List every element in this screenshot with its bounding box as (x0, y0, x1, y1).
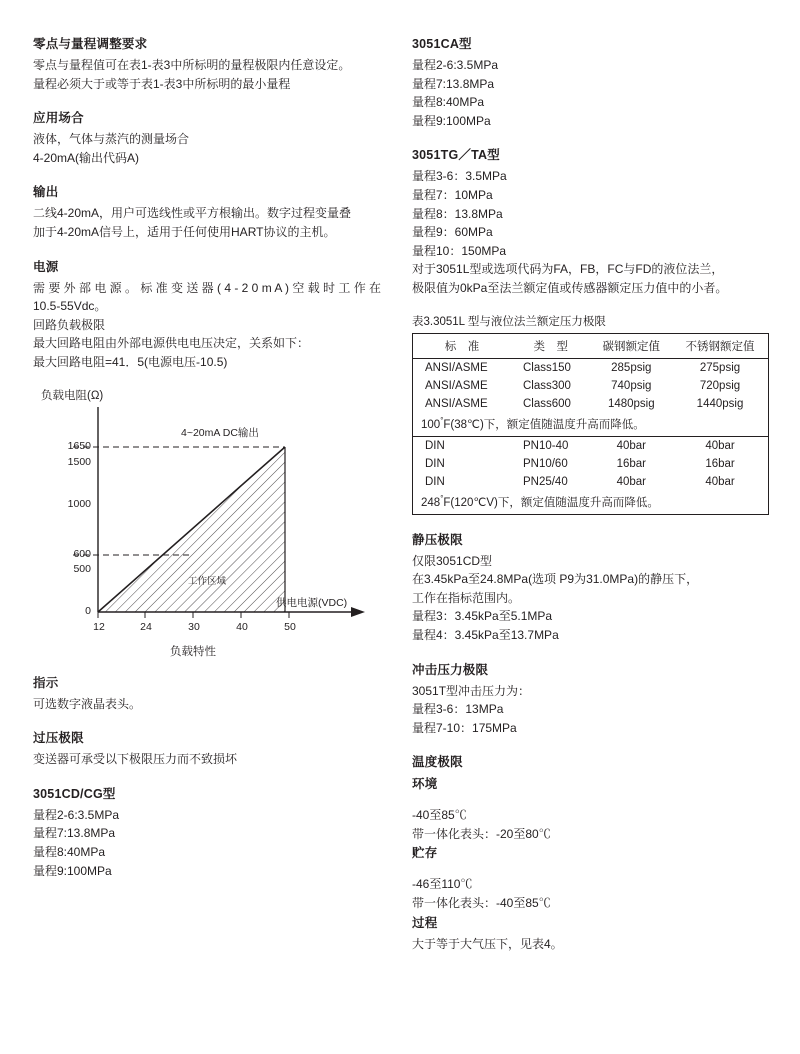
table-header-standard: 标 准 (413, 333, 511, 358)
model-tg-ta-line-3: 量程8：13.8MPa (412, 206, 503, 221)
zero-span-heading: 零点与量程调整要求 (33, 37, 148, 51)
table-note-row (413, 491, 769, 515)
burst-pressure-item-2: 量程7-10：175MPa (412, 720, 517, 735)
power-heading: 电源 (33, 259, 59, 274)
storage-heading: 贮存 (412, 846, 438, 861)
cell-carbon: 740psig (611, 379, 652, 392)
cell-stainless: 16bar (705, 457, 735, 470)
table-note-2-post: F(120℃V)下，额定值随温度升高而降低。 (443, 496, 659, 509)
cell-standard: DIN (425, 475, 445, 488)
cell-stainless: 720psig (699, 379, 741, 392)
cell-type: Class150 (522, 361, 571, 374)
table-note-1 (413, 413, 769, 437)
burst-pressure-sub: 3051T型冲击压力为： (412, 683, 531, 698)
model-cdcg-line-1: 量程2-6:3.5MPa (33, 807, 120, 822)
chart-ytick-0: 0 (85, 604, 91, 617)
process-line-1: 大于等于大气压下，见表4。 (412, 936, 563, 951)
chart-ytick-1000: 1000 (67, 497, 91, 510)
chart-ytick-1500: 1500 (67, 455, 91, 468)
cell-carbon: 16bar (616, 457, 646, 470)
chart-region-label: 工作区域 (188, 575, 227, 587)
model-ca-heading: 3051CA型 (412, 37, 472, 51)
table-header-stainless: 不锈钢额定值 (672, 333, 768, 358)
load-characteristic-chart (33, 387, 383, 667)
application-heading: 应用场合 (33, 111, 84, 126)
cell-standard: DIN (425, 457, 445, 470)
model-tg-ta-line-1: 量程3-6：3.5MPa (412, 169, 507, 184)
section-overpressure (33, 728, 383, 769)
static-pressure-item-2: 量程4：3.45kPa至13.7MPa (412, 627, 559, 642)
model-cdcg-heading: 3051CD/CG型 (33, 786, 116, 801)
table-row (413, 358, 769, 377)
model-cdcg-line-3: 量程8:40MPa (33, 844, 106, 859)
cell-type: Class300 (522, 379, 571, 392)
chart-xtick-24: 24 (140, 620, 152, 633)
table-header-type: 类 型 (511, 333, 591, 358)
chart-title: 4~20mA DC输出 (181, 426, 259, 439)
right-column (412, 34, 772, 968)
chart-xtick-40: 40 (236, 620, 248, 633)
table-note-1-sup: ° (440, 415, 444, 425)
model-ca-line-3: 量程8:40MPa (412, 95, 485, 110)
section-model-cdcg (33, 784, 383, 880)
section-flange-table (412, 313, 772, 515)
power-line-4: 最大回路电阻由外部电源供电电压决定，关系如下： (33, 336, 310, 351)
cell-standard: ANSI/ASME (425, 397, 488, 410)
burst-pressure-heading: 冲击压力极限 (412, 662, 489, 677)
chart-ylabel: 负载电阻(Ω) (41, 389, 104, 402)
burst-pressure-item-1: 量程3-6：13MPa (412, 702, 504, 717)
table-row (413, 473, 769, 491)
table-row (413, 436, 769, 455)
section-zero-span (33, 34, 383, 93)
left-column (33, 34, 383, 895)
overpressure-line-1: 变送器可承受以下极限压力而不致损坏 (33, 752, 238, 767)
model-tg-ta-note-1: 对于3051L型或选项代码为FA，FB，FC与FD的液位法兰， (412, 262, 724, 277)
table-header-carbon: 碳钢额定值 (591, 333, 673, 358)
cell-type: PN25/40 (522, 475, 568, 488)
cell-carbon: 1480psig (607, 397, 655, 410)
cell-carbon: 285psig (611, 361, 652, 374)
process-heading: 过程 (412, 915, 438, 930)
table-note-2-sup: ° (440, 493, 444, 503)
static-pressure-heading: 静压极限 (412, 532, 463, 547)
output-line-1: 二线4-20mA，用户可选线性或平方根输出。数字过程变量叠 (33, 206, 352, 221)
model-ca-line-2: 量程7:13.8MPa (412, 76, 495, 91)
cell-stainless: 1440psig (696, 397, 744, 410)
chart-ytick-1650: 1650 (67, 439, 91, 452)
static-pressure-line-1: 在3.45kPa至24.8MPa(选项 P9为31.0MPa)的静压下， (412, 572, 699, 587)
section-output (33, 182, 383, 241)
table-caption: 表3.3051L 型与液位法兰额定压力极限 (412, 315, 606, 328)
chart-xtick-30: 30 (188, 620, 200, 633)
section-model-ca (412, 34, 772, 130)
cell-type: PN10-40 (522, 439, 569, 452)
power-line-2: 10.5-55Vdc。 (33, 299, 107, 314)
storage-line-2: 带一体化表头：-40至85℃ (412, 896, 551, 911)
model-ca-line-1: 量程2-6:3.5MPa (412, 58, 499, 72)
model-cdcg-line-4: 量程9:100MPa (33, 863, 112, 878)
model-cdcg-line-2: 量程7:13.8MPa (33, 826, 116, 841)
chart-ytick-600: 600 (73, 547, 91, 560)
model-ca-line-4: 量程9:100MPa (412, 113, 491, 128)
section-static-pressure (412, 530, 772, 645)
cell-type: PN10/60 (522, 457, 568, 470)
section-indicator (33, 673, 383, 714)
chart-caption: 负载特性 (170, 645, 216, 658)
table-note-2 (413, 491, 769, 515)
zero-span-line-2: 量程必须大于或等于表1-表3中所标明的最小量程 (33, 76, 291, 91)
power-line-3: 回路负载极限 (33, 317, 106, 332)
static-pressure-line-2: 工作在指标范围内。 (412, 590, 521, 605)
indicator-line-1: 可选数字液晶表头。 (33, 696, 142, 711)
cell-carbon: 40bar (616, 475, 646, 488)
power-line-1: 需 要 外 部 电 源 。 标 准 变 送 器 ( 4 - 2 0 m A ) 空 载 时 工 作 在 (33, 280, 382, 295)
output-heading: 输出 (33, 185, 59, 200)
indicator-heading: 指示 (33, 675, 59, 690)
table-note-row (413, 413, 769, 437)
zero-span-line-1: 零点与量程值可在表1-表3中所标明的量程极限内任意设定。 (33, 58, 351, 72)
ambient-line-1: -40至85℃ (412, 808, 467, 823)
cell-stainless: 40bar (705, 475, 735, 488)
overpressure-heading: 过压极限 (33, 731, 84, 746)
section-temperature (412, 752, 772, 953)
storage-line-1: -46至110℃ (412, 877, 473, 892)
table-note-1-pre: 100 (421, 418, 441, 431)
table-row (413, 395, 769, 413)
table-row (413, 377, 769, 395)
table-body (413, 358, 769, 514)
chart-xtick-50: 50 (284, 620, 296, 633)
application-line-2: 4-20mA(输出代码A) (33, 150, 140, 165)
table-note-1-post: F(38℃)下，额定值随温度升高而降低。 (443, 418, 645, 431)
table-head (413, 333, 769, 358)
static-pressure-item-1: 量程3：3.45kPa至5.1MPa (412, 609, 553, 624)
ambient-line-2: 带一体化表头：-20至80℃ (412, 826, 551, 841)
cell-standard: DIN (425, 439, 445, 452)
section-model-tg-ta (412, 145, 772, 297)
cell-stainless: 275psig (699, 361, 741, 374)
chart-ytick-500: 500 (73, 562, 91, 575)
model-tg-ta-line-4: 量程9：60MPa (412, 225, 493, 240)
model-tg-ta-line-5: 量程10：150MPa (412, 243, 507, 258)
chart-xlabel: 供电电源(VDC) (276, 596, 348, 609)
section-power (33, 257, 383, 372)
cell-standard: ANSI/ASME (425, 361, 488, 374)
section-burst-pressure (412, 660, 772, 738)
section-application (33, 108, 383, 167)
table-header-row (413, 333, 769, 358)
cell-stainless: 40bar (705, 439, 735, 452)
model-tg-ta-line-2: 量程7：10MPa (412, 187, 493, 202)
model-tg-ta-heading: 3051TG／TA型 (412, 148, 500, 163)
cell-type: Class600 (522, 397, 571, 410)
output-line-2: 加于4-20mA信号上，适用于任何使用HART协议的主机。 (33, 224, 336, 239)
temperature-heading: 温度极限 (412, 755, 463, 770)
cell-carbon: 40bar (616, 439, 646, 452)
flange-pressure-table (412, 333, 769, 515)
table-note-2-pre: 248 (421, 496, 441, 509)
model-tg-ta-note-2: 极限值为0kPa至法兰额定值或传感器额定压力值中的小者。 (412, 280, 728, 295)
static-pressure-sub: 仅限3051CD型 (412, 553, 493, 568)
cell-standard: ANSI/ASME (425, 379, 488, 392)
chart-xtick-12: 12 (93, 620, 105, 633)
table-row (413, 455, 769, 473)
ambient-heading: 环境 (412, 777, 438, 792)
power-line-5: 最大回路电阻=41．5(电源电压-10.5) (33, 354, 228, 369)
application-line-1: 液体，气体与蒸汽的测量场合 (33, 132, 190, 147)
